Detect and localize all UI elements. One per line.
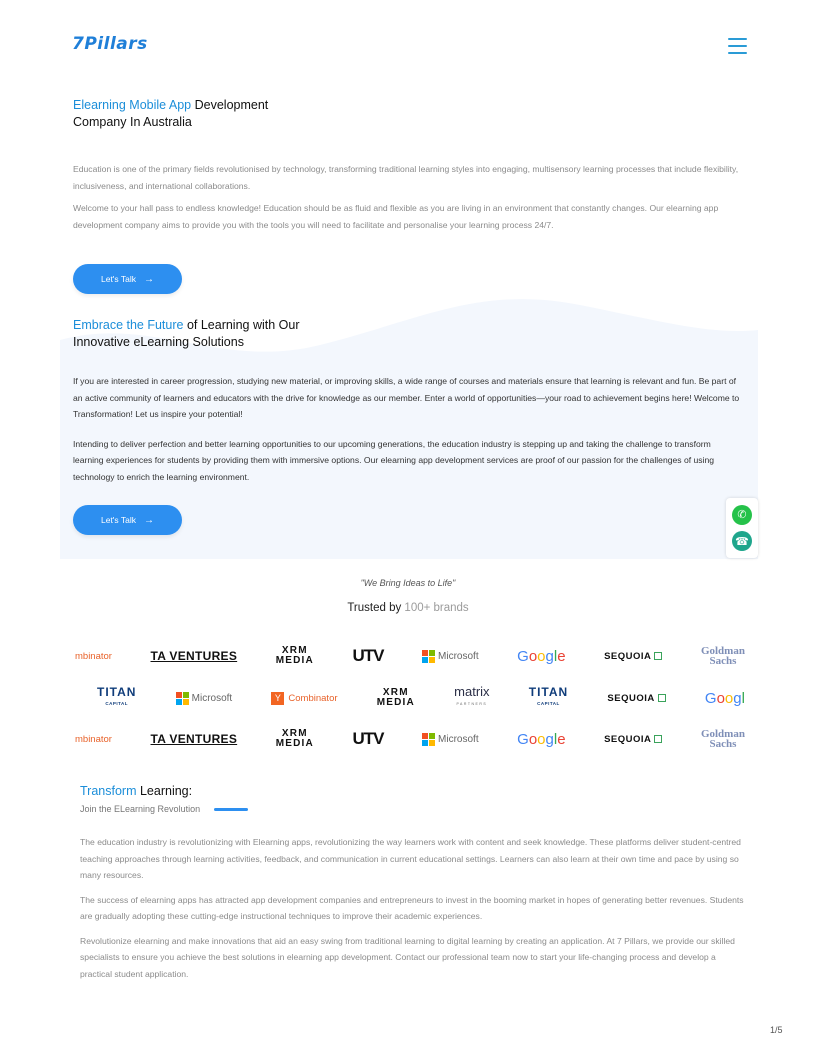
brand-logo-sequoia: SEQUOIA [604,734,662,745]
lets-talk-label: Let's Talk [100,515,136,525]
brand-logo-goldman-sachs: Goldman Sachs [700,645,745,667]
section1-title-line2: Company In Australia [73,115,192,129]
logo-text: 7Pillars [72,34,148,54]
lets-talk-label: Let's Talk [100,274,136,284]
sequoia-mark-icon [654,735,662,743]
microsoft-logo-icon [422,733,435,746]
brand-logo-ta-ventures: TA VENTURES [150,649,238,663]
lets-talk-button-2[interactable] [73,505,182,535]
tagline-quote: "We Bring Ideas to Life" [360,578,456,588]
section2-title-line2: Innovative eLearning Solutions [73,335,244,349]
brand-logo-titan-capital: TITAN CAPITAL [528,685,569,706]
brand-logo-google: Google [517,730,566,748]
brand-logo-google: Googl [704,689,745,707]
brand-logo-microsoft: Microsoft [422,650,479,663]
accent-underline [214,808,248,811]
brand-logo-row [75,725,745,753]
brand-logo-y-combinator: Y Combinator [271,692,337,705]
sequoia-mark-icon [658,694,666,702]
arrow-right-icon: → [144,514,154,526]
section2-title-accent: Embrace the Future [73,318,184,332]
section2-paragraph: Intending to deliver perfection and better learning opportunities to our upcoming generations, the education industry is stepping up and taking the challenge to transform learning experiences for students by providing them with immersive options. Our elearning app development services are proof of our passion for the challenges of using technology to enrich the learning environment. [73,438,715,482]
section3-paragraph: The success of elearning apps has attracted app development companies and entrepreneurs to invest in the booming market in hopes of generating better revenues. Students are gradually adopting these cutting-edge instructional techniques to improve their academic experiences. [80,894,744,921]
trusted-by-heading [0,602,816,614]
section3-title-accent: Transform [80,784,137,798]
brand-logo-microsoft: Microsoft [422,733,479,746]
page-number: 1/5 [770,1025,783,1035]
section-elearning-development [73,97,743,239]
sequoia-mark-icon [654,652,662,660]
section1-paragraph: Education is one of the primary fields revolutionised by technology, transforming traditional learning styles into engaging, multisensory learning processes that include flexibility, inclusiveness, and international collaborations. [73,164,739,191]
trusted-count: 100+ brands [404,602,469,614]
trusted-prefix: Trusted by [347,602,405,614]
section-embrace-future [73,317,741,498]
lets-talk-button[interactable] [73,264,182,294]
brand-logo-sequoia: SEQUOIA [607,693,665,704]
brand-logo-matrix-partners: matrix PARTNERS [454,684,490,706]
brand-logo-row [75,642,745,670]
section1-paragraph: Welcome to your hall pass to endless knowledge! Education should be as fluid and flexible as you are living in an environment that constantly changes. Our elearning app development company aims to provide you with the tools you will need to facilitate and personalise your learning process 24/7. [73,203,719,230]
brand-logo-combinator: mbinator [75,733,112,745]
section2-title-rest: of Learning with Our [183,318,300,332]
section3-paragraph: Revolutionize elearning and make innovations that aid an easy swing from traditional learning to digital learning by creating an application. At 7 Pillars, we provide our skilled specialists to ensure you achieve the best solutions in elearning app development. Contact our professional team now to start your life-changing process and develop a practical student application. [80,935,735,979]
section1-title-accent: Elearning Mobile App [73,98,192,112]
floating-contact-bar [726,498,758,558]
microsoft-logo-icon [422,650,435,663]
brand-logo-titan-capital: TITAN CAPITAL [97,685,137,706]
brand-logo-utv: UTV [352,646,384,665]
whatsapp-icon[interactable]: ✆ [732,505,752,525]
phone-icon[interactable]: ☎ [732,531,752,551]
brand-logo-row [97,684,745,712]
section1-title-rest: Development [191,98,269,112]
section2-title [73,317,741,351]
hamburger-menu-icon[interactable] [728,38,747,54]
brand-logo-utv: UTV [352,729,384,748]
section3-paragraph: The education industry is revolutionizing with Elearning apps, revolutionizing the way learners work with content and seek knowledge. These platforms deliver student-centred teaching approaches through learning activities, feedback, and communication in current educational settings. Learners can also learn at their own time and pace by using so many resources. [80,837,741,880]
brand-logo-google: Google [517,647,566,665]
section3-title-rest: Learning: [136,784,193,798]
brand-logo-xrm-media: XRM MEDIA [376,687,415,708]
brand-logo-xrm-media: XRM MEDIA [275,645,314,666]
section3-subhead: Join the ELearning Revolution [80,804,201,814]
brand-logo-microsoft: Microsoft [176,692,233,705]
arrow-right-icon: → [144,273,154,285]
brand-logo-goldman-sachs: Goldman Sachs [700,728,745,750]
logo[interactable] [72,34,148,54]
section3-title [80,783,748,800]
section2-paragraph: If you are interested in career progression, studying new material, or improving skills, a wide range of courses and materials ensure that learning is relevant and fun. Be part of an active community of learners and educators with the drive for knowledge as our member. Enter a world of opportunities—your road to achievement begins here! Welcome to Transformation! Let us inspire your potential! [73,376,740,419]
brand-logo-ta-ventures: TA VENTURES [150,732,238,746]
microsoft-logo-icon [176,692,189,705]
brand-logo-combinator: mbinator [75,650,112,662]
section3-subhead-row [80,804,748,814]
brand-logo-xrm-media: XRM MEDIA [275,728,314,749]
section1-title [73,97,743,131]
section-transform-learning [80,783,748,990]
brand-logo-sequoia: SEQUOIA [604,651,662,662]
